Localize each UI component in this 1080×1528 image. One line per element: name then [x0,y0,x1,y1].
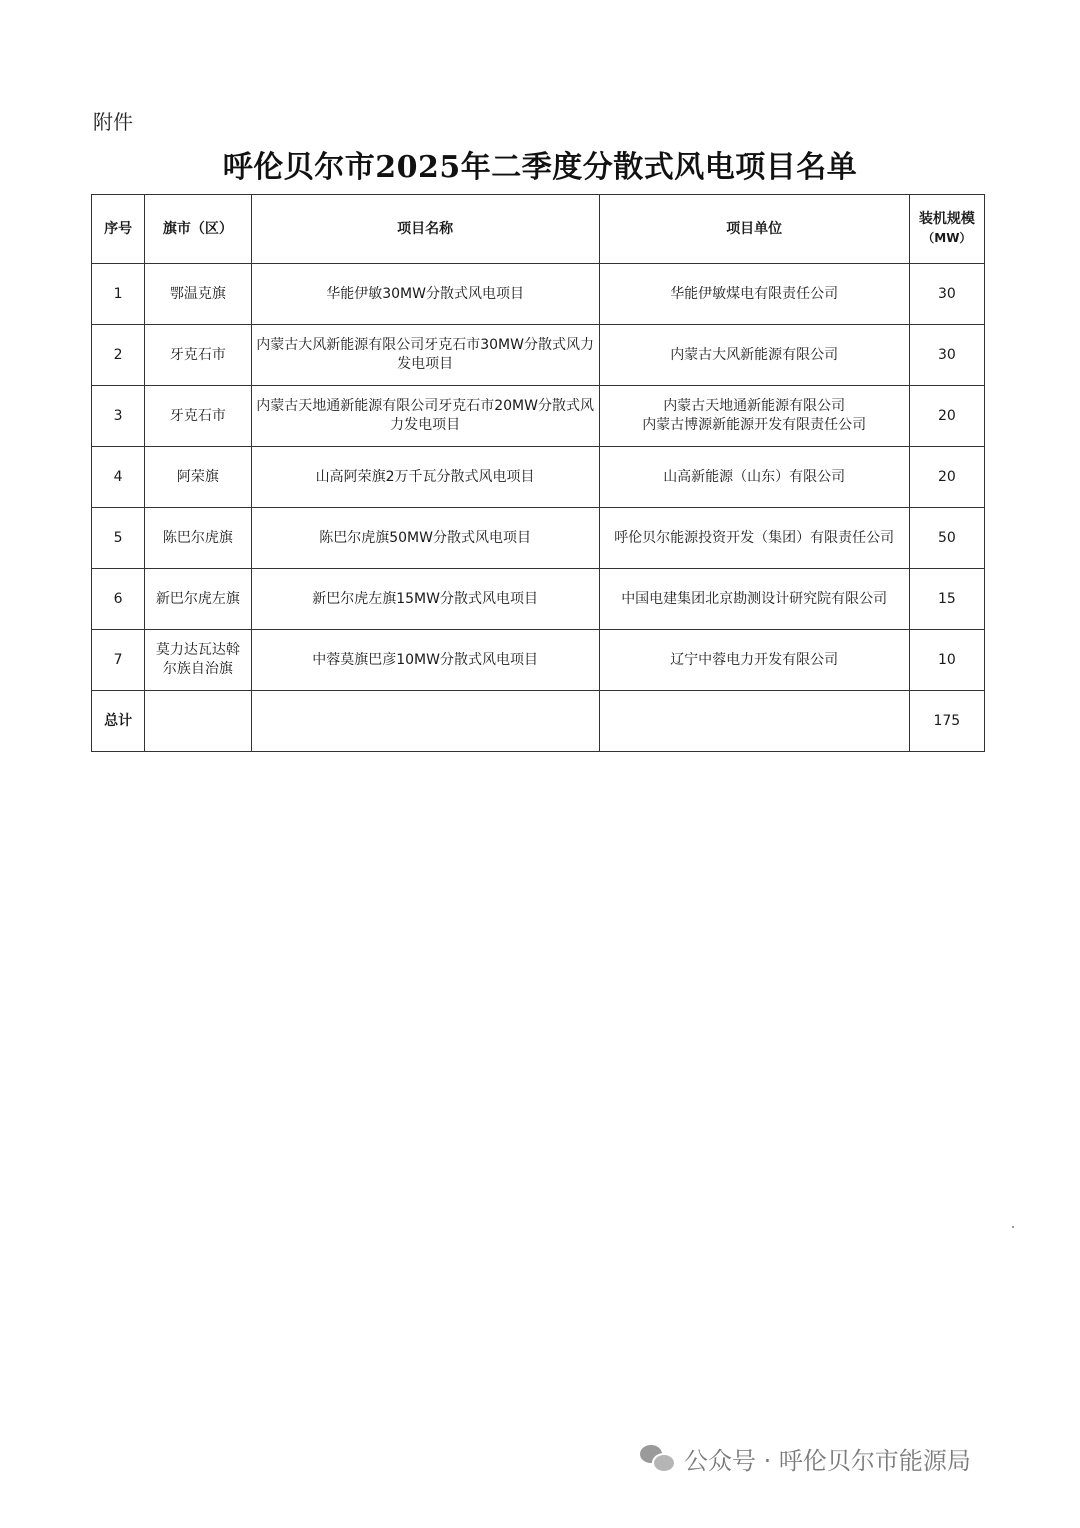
cell-project-unit [599,630,909,691]
cell-project-name: 内蒙古天地通新能源有限公司牙克石市20MW分散式风力发电项目 [251,386,599,447]
cell-seq: 4 [92,447,145,508]
table-row [92,508,985,569]
cell-region: 牙克石市 [145,325,251,386]
cell-project-unit [599,569,909,630]
header-project-unit: 项目单位 [599,195,909,264]
total-label: 总计 [92,691,145,752]
table-row [92,569,985,630]
cell-capacity: 15 [909,569,984,630]
total-capacity: 175 [909,691,984,752]
cell-seq: 3 [92,386,145,447]
cell-project-unit [599,508,909,569]
table-row [92,264,985,325]
table-row [92,630,985,691]
cell-seq: 2 [92,325,145,386]
cell-capacity: 30 [909,264,984,325]
attachment-label: 附件 [93,110,133,134]
cell-capacity: 20 [909,447,984,508]
project-unit-line: 中国电建集团北京勘测设计研究院有限公司 [621,590,888,607]
project-unit-line: 内蒙古博源新能源开发有限责任公司 [642,417,867,433]
header-region: 旗市（区） [145,195,251,264]
cell-region: 新巴尔虎左旗 [145,569,251,630]
document-title: 呼伦贝尔市2025年二季度分散式风电项目名单 [222,150,858,185]
cell-capacity: 20 [909,386,984,447]
table-total-row [92,691,985,752]
cell-project-name: 华能伊敏30MW分散式风电项目 [251,264,599,325]
empty-cell [599,691,909,752]
table-body [92,264,985,752]
cell-project-unit [599,325,909,386]
cell-capacity: 30 [909,325,984,386]
header-capacity-unit: （MW） [922,231,972,245]
cell-region: 莫力达瓦达斡尔族自治旗 [145,630,251,691]
project-unit-line: 山高新能源（山东）有限公司 [663,468,846,485]
cell-seq: 1 [92,264,145,325]
footer-watermark [640,1438,971,1478]
project-unit-line: 内蒙古大风新能源有限公司 [670,346,839,363]
empty-cell [145,691,251,752]
empty-cell [251,691,599,752]
cell-capacity: 10 [909,630,984,691]
cell-seq: 6 [92,569,145,630]
cell-project-name: 山高阿荣旗2万千瓦分散式风电项目 [251,447,599,508]
table-row [92,386,985,447]
project-unit-line: 呼伦贝尔能源投资开发（集团）有限责任公司 [614,529,895,546]
cell-project-name: 陈巴尔虎旗50MW分散式风电项目 [251,508,599,569]
table-header-row [92,195,985,264]
cell-seq: 7 [92,630,145,691]
wechat-icon [640,1443,674,1473]
header-seq: 序号 [92,195,145,264]
cell-project-name: 内蒙古大风新能源有限公司牙克石市30MW分散式风力发电项目 [251,325,599,386]
cell-project-unit [599,386,909,447]
project-unit-line: 华能伊敏煤电有限责任公司 [670,285,839,302]
cell-region: 阿荣旗 [145,447,251,508]
project-unit-line: 内蒙古天地通新能源有限公司 [663,398,846,414]
cell-project-unit [599,264,909,325]
cell-project-name: 中蓉莫旗巴彦10MW分散式风电项目 [251,630,599,691]
cell-seq: 5 [92,508,145,569]
scan-speck [1012,1226,1014,1228]
header-capacity [909,195,984,264]
cell-project-unit [599,447,909,508]
header-capacity-label: 装机规模 [918,211,975,227]
cell-region: 陈巴尔虎旗 [145,508,251,569]
cell-region: 牙克石市 [145,386,251,447]
cell-project-name: 新巴尔虎左旗15MW分散式风电项目 [251,569,599,630]
table-row [92,325,985,386]
cell-region: 鄂温克旗 [145,264,251,325]
project-unit-line: 辽宁中蓉电力开发有限公司 [670,651,839,668]
footer-text: 公众号 · 呼伦贝尔市能源局 [684,1446,971,1475]
header-project-name: 项目名称 [251,195,599,264]
cell-capacity: 50 [909,508,984,569]
project-table [91,194,985,752]
table-row [92,447,985,508]
